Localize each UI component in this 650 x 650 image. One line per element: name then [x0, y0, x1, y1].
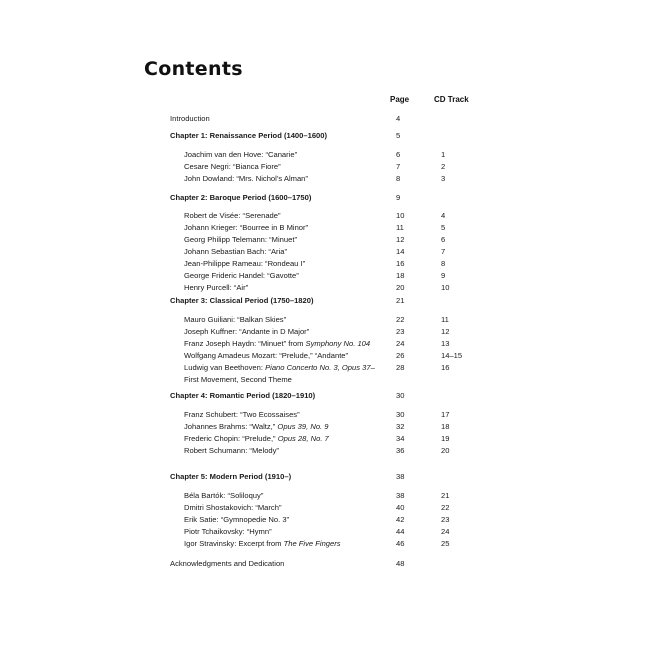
toc-entry-row: [0, 149, 650, 161]
toc-title-text: Henry Purcell: “Air”: [184, 283, 249, 292]
toc-title-text: Cesare Negri: “Bianca Fiore”: [184, 162, 281, 171]
toc-chapter-row: [0, 192, 650, 204]
toc-title-italic: Opus 28, No. 7: [277, 434, 329, 443]
toc-entry-row: [0, 421, 650, 433]
toc-entry-title: [184, 350, 348, 362]
toc-entry-title: [170, 192, 311, 204]
toc-cd-track: 7: [441, 247, 446, 256]
toc-entry-title: [184, 514, 289, 526]
toc-entry-title: [184, 433, 329, 445]
toc-entry-row: [0, 234, 650, 246]
toc-title-text: George Frideric Handel: “Gavotte”: [184, 271, 299, 280]
toc-page-number: 20: [396, 283, 405, 292]
toc-entry-title: [184, 161, 281, 173]
toc-entry-title: [184, 490, 263, 502]
toc-cd-track: 13: [441, 339, 450, 348]
toc-title-italic: The Five Fingers: [283, 539, 341, 548]
toc-entry-title: [184, 538, 341, 550]
toc-entry-row: [0, 270, 650, 282]
toc-entry-row: [0, 258, 650, 270]
toc-cd-track: 21: [441, 491, 450, 500]
toc-cd-track: 22: [441, 503, 450, 512]
toc-title-italic: Piano Concerto No. 3, Opus 37: [265, 363, 371, 372]
toc-title-text: John Dowland: “Mrs. Nichol’s Alman”: [184, 174, 308, 183]
toc-title-text: Robert de Visée: “Serenade”: [184, 211, 281, 220]
toc-page-number: 23: [396, 327, 405, 336]
toc-title-text: Ludwig van Beethoven:: [184, 363, 266, 372]
page-column-header: Page: [390, 95, 410, 104]
toc-title-text: Chapter 2: Baroque Period (1600–1750): [170, 193, 312, 202]
toc-page-number: 21: [396, 296, 405, 305]
toc-entry-row: [0, 282, 650, 294]
toc-title-italic: Symphony No. 104: [305, 339, 371, 348]
toc-entry-row: [0, 246, 650, 258]
toc-title-suffix: –: [370, 363, 375, 372]
toc-title-text: Piotr Tchaikovsky: “Hymn”: [184, 527, 272, 536]
toc-cd-track: 14–15: [441, 351, 463, 360]
toc-entry-title: [184, 246, 287, 258]
toc-entry-row: [0, 514, 650, 526]
toc-title-text: Introduction: [170, 114, 210, 123]
toc-entry-title: [184, 210, 281, 222]
toc-title-text: Joachim van den Hove: “Canarie”: [184, 150, 298, 159]
toc-page-number: 32: [396, 422, 405, 431]
toc-page-number: 28: [396, 363, 405, 372]
toc-title-text: Jean-Philippe Rameau: “Rondeau I”: [184, 259, 306, 268]
toc-cd-track: 3: [441, 174, 446, 183]
toc-entry-title: [184, 149, 297, 161]
toc-entry-title: [184, 173, 308, 185]
toc-cd-track: 18: [441, 422, 450, 431]
toc-page-number: 38: [396, 472, 405, 481]
toc-cd-track: 12: [441, 327, 450, 336]
toc-entry-title: [184, 314, 286, 326]
toc-entry-row: [0, 362, 650, 374]
toc-entry-row: [0, 314, 650, 326]
toc-title-text: Georg Philipp Telemann: “Minuet”: [184, 235, 297, 244]
toc-entry-row: [0, 222, 650, 234]
toc-cd-track: 5: [441, 223, 446, 232]
toc-page-number: 12: [396, 235, 405, 244]
toc-entry-title: [184, 282, 248, 294]
toc-cd-track: 1: [441, 150, 446, 159]
toc-title-text: First Movement, Second Theme: [184, 375, 292, 384]
toc-entry-row: [0, 538, 650, 550]
toc-entry-title: [184, 421, 328, 433]
toc-chapter-row: [0, 471, 650, 483]
toc-page-number: 4: [396, 114, 401, 123]
toc-entry-row: [0, 210, 650, 222]
toc-cd-track: 17: [441, 410, 450, 419]
toc-page-number: 24: [396, 339, 405, 348]
toc-cd-track: 23: [441, 515, 450, 524]
toc-entry-row: [0, 409, 650, 421]
toc-cd-track: 25: [441, 539, 450, 548]
toc-title-text: Johann Sebastian Bach: “Aria”: [184, 247, 287, 256]
toc-page-number: 44: [396, 527, 405, 536]
toc-entry-title: [170, 130, 327, 142]
toc-page-number: 16: [396, 259, 405, 268]
toc-entry-title: [170, 471, 291, 483]
toc-title-text: Johannes Brahms: “Waltz,”: [184, 422, 278, 431]
toc-page-number: 18: [396, 271, 405, 280]
toc-page-number: 22: [396, 315, 405, 324]
toc-entry-title: [184, 222, 308, 234]
toc-page-number: 5: [396, 131, 401, 140]
toc-cd-track: 10: [441, 283, 450, 292]
toc-title-text: Acknowledgments and Dedication: [170, 559, 285, 568]
toc-entry-title: [184, 374, 292, 386]
toc-page-number: 11: [396, 223, 404, 232]
toc-cd-track: 20: [441, 446, 450, 455]
toc-entry-row: [0, 350, 650, 362]
toc-page-number: 6: [396, 150, 401, 159]
toc-cd-track: 9: [441, 271, 446, 280]
toc-title-text: Chapter 1: Renaissance Period (1400–1600): [170, 131, 328, 140]
toc-title-text: Erik Satie: “Gymnopedie No. 3”: [184, 515, 290, 524]
toc-page-number: 9: [396, 193, 401, 202]
toc-page-number: 42: [396, 515, 405, 524]
toc-title-text: Chapter 5: Modern Period (1910–): [170, 472, 292, 481]
toc-entry-title: [170, 558, 284, 570]
toc-entry-title: [184, 445, 279, 457]
toc-page-number: 26: [396, 351, 405, 360]
toc-title-text: Franz Schubert: “Two Ecossaises”: [184, 410, 300, 419]
toc-cd-track: 24: [441, 527, 450, 536]
toc-entry-row: [0, 374, 650, 386]
toc-title-text: Mauro Guiliani: “Balkan Skies”: [184, 315, 287, 324]
page-title: Contents: [144, 58, 243, 80]
toc-entry-title: [184, 409, 300, 421]
toc-entry-title: [184, 270, 299, 282]
toc-entry-title: [170, 390, 315, 402]
toc-entry-row: [0, 338, 650, 350]
toc-title-text: Johann Krieger: “Bourree in B Minor”: [184, 223, 309, 232]
toc-page-number: 30: [396, 410, 405, 419]
toc-chapter-row: [0, 130, 650, 142]
toc-page-number: 40: [396, 503, 405, 512]
toc-cd-track: 4: [441, 211, 446, 220]
toc-entry-row: [0, 113, 650, 125]
toc-entry-title: [184, 526, 272, 538]
toc-cd-track: 16: [441, 363, 450, 372]
toc-entry-row: [0, 490, 650, 502]
toc-title-text: Dmitri Shostakovich: “March”: [184, 503, 282, 512]
toc-cd-track: 8: [441, 259, 446, 268]
toc-entry-row: [0, 526, 650, 538]
toc-cd-track: 2: [441, 162, 446, 171]
toc-page-number: 46: [396, 539, 405, 548]
toc-entry-row: [0, 445, 650, 457]
toc-title-italic: Opus 39, No. 9: [277, 422, 329, 431]
toc-entry-row: [0, 326, 650, 338]
toc-title-text: Frederic Chopin: “Prelude,”: [184, 434, 278, 443]
toc-title-text: Joseph Kuffner: “Andante in D Major”: [184, 327, 310, 336]
toc-page-number: 8: [396, 174, 401, 183]
toc-cd-track: 11: [441, 315, 449, 324]
cd-track-column-header: CD Track: [434, 95, 469, 104]
toc-entry-row: [0, 558, 650, 570]
toc-entry-title: [184, 362, 375, 374]
toc-entry-title: [184, 338, 370, 350]
toc-page-number: 48: [396, 559, 405, 568]
toc-title-text: Béla Bartók: “Soliloquy”: [184, 491, 264, 500]
toc-page-number: 38: [396, 491, 405, 500]
toc-title-text: Robert Schumann: “Melody”: [184, 446, 279, 455]
toc-cd-track: 19: [441, 434, 450, 443]
toc-entry-title: [170, 113, 210, 125]
toc-title-text: Wolfgang Amadeus Mozart: “Prelude,” “Andante”: [184, 351, 349, 360]
toc-title-text: Igor Stravinsky: Excerpt from: [184, 539, 284, 548]
toc-entry-title: [184, 258, 305, 270]
toc-cd-track: 6: [441, 235, 446, 244]
toc-entry-row: [0, 433, 650, 445]
toc-chapter-row: [0, 390, 650, 402]
toc-page-number: 14: [396, 247, 405, 256]
toc-page-number: 36: [396, 446, 405, 455]
toc-entry-row: [0, 161, 650, 173]
toc-page-number: 10: [396, 211, 405, 220]
toc-entry-title: [184, 234, 297, 246]
toc-title-text: Franz Joseph Haydn: “Minuet” from: [184, 339, 306, 348]
toc-chapter-row: [0, 295, 650, 307]
toc-title-text: Chapter 4: Romantic Period (1820–1910): [170, 391, 316, 400]
toc-entry-title: [184, 502, 281, 514]
toc-title-text: Chapter 3: Classical Period (1750–1820): [170, 296, 314, 305]
toc-entry-row: [0, 173, 650, 185]
toc-page-number: 7: [396, 162, 401, 171]
toc-entry-title: [170, 295, 314, 307]
toc-entry-row: [0, 502, 650, 514]
toc-entry-title: [184, 326, 309, 338]
toc-page-number: 34: [396, 434, 405, 443]
toc-page-number: 30: [396, 391, 405, 400]
